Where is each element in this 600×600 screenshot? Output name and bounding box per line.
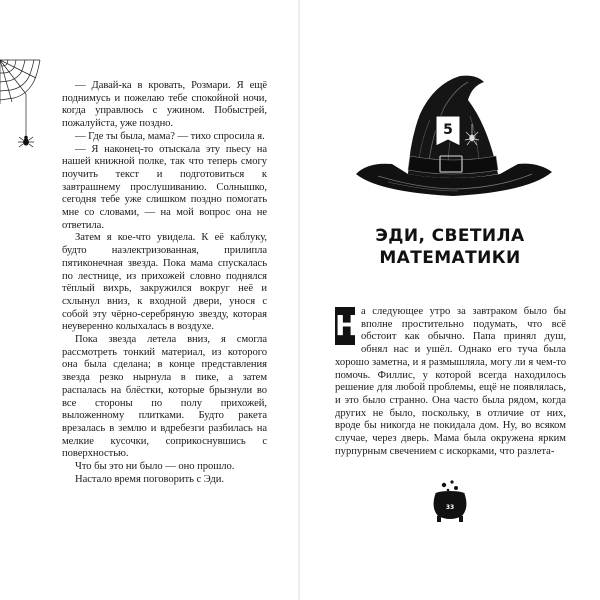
left-page-text — [62, 80, 267, 487]
chapter-title-line1: ЭДИ, СВЕТИЛА — [375, 226, 525, 246]
page-number: 33 — [445, 504, 455, 511]
witch-hat-icon — [348, 70, 558, 210]
right-page-text — [335, 306, 566, 458]
paragraph: Затем я кое-что увидела. К её каблуку, будто наэлектризованная, прилипла пятиконечная звезда. Пока мама спускалась по лестнице, из прихожей словно поднялся тёплый вихрь, закружился вокруг неё и схлынул вниз, к входной двери, унося с собой эту чёрно-серебряную звезду, которая неуверенно колыхалась в воздухе. — [62, 232, 267, 333]
chapter-number: 5 — [443, 122, 453, 138]
paragraph: а следующее утро за завтраком было бы вполне простительно подумать, что всё обстоит как обычно. Папа принял душ, обнял нас и ушёл. Однако его туча была хорошо заметна, и я размышляла, могу ли я чем-то помочь. Филлис, у которой всегда находилось решение для любой проблемы, ещё не появлялась, и это было странно. Она часто была рядом, когда других не было, поскольку, в отличие от них, вроде бы никогда не покидала дом. Ну, во всяком случае, через дверь. Мама была окружена ярким пурпурным свечением с искорками, что разлета- — [335, 306, 566, 457]
drop-cap: Н — [335, 307, 355, 345]
paragraph: Настало время поговорить с Эди. — [75, 473, 224, 485]
paragraph: Что бы это ни было — оно прошло. — [75, 461, 235, 473]
paragraph: — Я наконец-то отыскала эту пьесу на нашей книжной полке, так что теперь смогу поучить текст и подготовиться к завтрашнему прослушиванию. Солнышко, сегодня тебе уже слишком поздно помогать мне со словами, — на мой вопрос она не ответила. — [62, 143, 267, 231]
spider-web-icon — [0, 58, 44, 150]
right-page — [300, 0, 600, 600]
paragraph: — Давай-ка в кровать, Розмари. Я ещё поднимусь и пожелаю тебе спокойной ночи, когда управлюсь с ужином. Побыстрей, пожалуйста, уже поздно. — [62, 80, 267, 130]
paragraph: Пока звезда летела вниз, я смогла рассмотреть тонкий материал, из которого она была сделана; в конце представления звезда резко нырнула в пике, а затем распалась на блёстки, которые брызнули во все стороны по полу прихожей, выложенному плитками. Будто ракета врезалась в землю и вдребезги разбилась на мелкие кусочки, соприкоснувшись с поверхностью. — [62, 334, 267, 460]
chapter-title-line2: МАТЕМАТИКИ — [379, 248, 521, 268]
cauldron-icon — [428, 478, 472, 524]
paragraph: — Где ты была, мама? — тихо спросила я. — [75, 130, 265, 142]
